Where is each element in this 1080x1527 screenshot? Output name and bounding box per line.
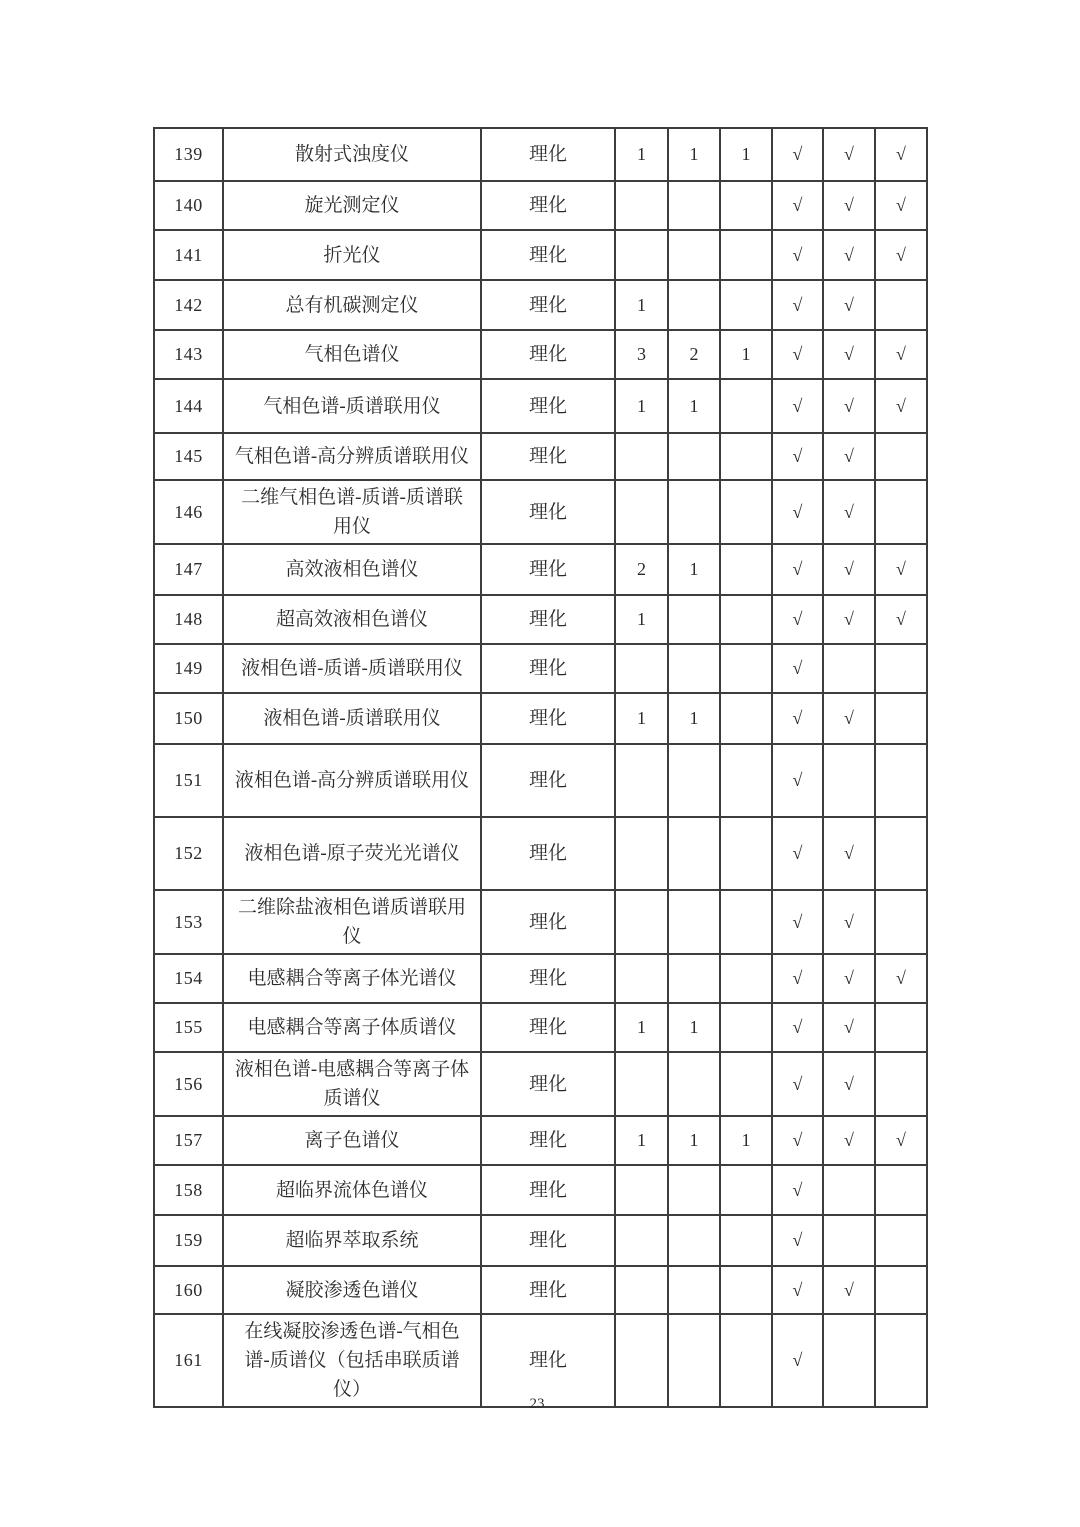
check-cell: √ <box>772 1165 823 1215</box>
check-cell: √ <box>875 128 927 181</box>
row-number-cell: 147 <box>154 544 223 595</box>
count-cell <box>668 1215 720 1266</box>
table-row <box>154 1215 927 1266</box>
category-cell: 理化 <box>481 379 615 433</box>
check-cell <box>875 1314 927 1407</box>
equipment-name-cell: 二维气相色谱-质谱-质谱联用仪 <box>223 480 481 544</box>
check-cell: √ <box>823 1266 875 1314</box>
equipment-table-body <box>154 128 927 1407</box>
table-row <box>154 1266 927 1314</box>
check-cell: √ <box>823 128 875 181</box>
count-cell <box>615 1215 668 1266</box>
row-number-cell: 161 <box>154 1314 223 1407</box>
equipment-name-cell: 超临界流体色谱仪 <box>223 1165 481 1215</box>
equipment-name-cell: 总有机碳测定仪 <box>223 280 481 330</box>
category-cell: 理化 <box>481 280 615 330</box>
check-cell: √ <box>772 128 823 181</box>
count-cell <box>720 1003 772 1052</box>
equipment-name-cell: 在线凝胶渗透色谱-气相色谱-质谱仪（包括串联质谱仪） <box>223 1314 481 1407</box>
table-row <box>154 817 927 890</box>
row-number-cell: 158 <box>154 1165 223 1215</box>
check-cell <box>875 1215 927 1266</box>
category-cell: 理化 <box>481 595 615 644</box>
count-cell <box>668 744 720 817</box>
count-cell: 3 <box>615 330 668 379</box>
check-cell: √ <box>875 379 927 433</box>
check-cell: √ <box>823 280 875 330</box>
check-cell: √ <box>823 544 875 595</box>
category-cell: 理化 <box>481 693 615 744</box>
check-cell: √ <box>772 544 823 595</box>
check-cell: √ <box>823 817 875 890</box>
category-cell: 理化 <box>481 954 615 1003</box>
table-row <box>154 890 927 954</box>
category-cell: 理化 <box>481 1052 615 1116</box>
check-cell: √ <box>823 330 875 379</box>
check-cell: √ <box>823 1003 875 1052</box>
row-number-cell: 157 <box>154 1116 223 1165</box>
check-cell <box>823 1314 875 1407</box>
check-cell <box>823 1165 875 1215</box>
row-number-cell: 146 <box>154 480 223 544</box>
check-cell: √ <box>823 693 875 744</box>
category-cell: 理化 <box>481 230 615 280</box>
count-cell <box>615 433 668 480</box>
count-cell <box>615 480 668 544</box>
equipment-name-cell: 超高效液相色谱仪 <box>223 595 481 644</box>
count-cell <box>720 890 772 954</box>
count-cell: 1 <box>615 379 668 433</box>
count-cell <box>668 1165 720 1215</box>
count-cell <box>668 890 720 954</box>
row-number-cell: 154 <box>154 954 223 1003</box>
count-cell: 2 <box>615 544 668 595</box>
category-cell: 理化 <box>481 128 615 181</box>
count-cell <box>720 744 772 817</box>
row-number-cell: 148 <box>154 595 223 644</box>
count-cell <box>720 693 772 744</box>
check-cell: √ <box>823 480 875 544</box>
row-number-cell: 149 <box>154 644 223 693</box>
count-cell: 1 <box>668 1116 720 1165</box>
count-cell <box>720 644 772 693</box>
equipment-name-cell: 散射式浊度仪 <box>223 128 481 181</box>
table-row <box>154 379 927 433</box>
check-cell <box>875 280 927 330</box>
count-cell <box>615 817 668 890</box>
count-cell: 1 <box>615 280 668 330</box>
check-cell <box>875 1165 927 1215</box>
category-cell: 理化 <box>481 181 615 230</box>
count-cell <box>668 280 720 330</box>
check-cell: √ <box>875 330 927 379</box>
check-cell: √ <box>772 379 823 433</box>
check-cell: √ <box>772 644 823 693</box>
category-cell: 理化 <box>481 1266 615 1314</box>
row-number-cell: 143 <box>154 330 223 379</box>
row-number-cell: 150 <box>154 693 223 744</box>
check-cell: √ <box>772 1314 823 1407</box>
count-cell <box>615 1314 668 1407</box>
check-cell: √ <box>823 595 875 644</box>
count-cell <box>668 954 720 1003</box>
check-cell <box>875 1052 927 1116</box>
check-cell: √ <box>772 1116 823 1165</box>
check-cell: √ <box>772 890 823 954</box>
row-number-cell: 139 <box>154 128 223 181</box>
equipment-name-cell: 折光仪 <box>223 230 481 280</box>
equipment-name-cell: 液相色谱-质谱联用仪 <box>223 693 481 744</box>
row-number-cell: 153 <box>154 890 223 954</box>
table-row <box>154 480 927 544</box>
table-row <box>154 330 927 379</box>
count-cell <box>720 544 772 595</box>
check-cell: √ <box>772 1215 823 1266</box>
check-cell <box>875 817 927 890</box>
count-cell <box>615 230 668 280</box>
category-cell: 理化 <box>481 433 615 480</box>
check-cell: √ <box>823 433 875 480</box>
count-cell: 1 <box>668 1003 720 1052</box>
row-number-cell: 145 <box>154 433 223 480</box>
category-cell: 理化 <box>481 644 615 693</box>
count-cell <box>668 1052 720 1116</box>
check-cell: √ <box>772 693 823 744</box>
check-cell: √ <box>875 595 927 644</box>
count-cell <box>615 1266 668 1314</box>
count-cell <box>720 1314 772 1407</box>
check-cell: √ <box>823 890 875 954</box>
check-cell: √ <box>772 954 823 1003</box>
check-cell: √ <box>823 1052 875 1116</box>
count-cell <box>720 433 772 480</box>
page-number: 23 <box>529 1396 545 1412</box>
category-cell: 理化 <box>481 1314 615 1407</box>
equipment-name-cell: 气相色谱-高分辨质谱联用仪 <box>223 433 481 480</box>
equipment-name-cell: 液相色谱-质谱-质谱联用仪 <box>223 644 481 693</box>
check-cell: √ <box>875 181 927 230</box>
equipment-name-cell: 液相色谱-原子荧光光谱仪 <box>223 817 481 890</box>
category-cell: 理化 <box>481 1003 615 1052</box>
check-cell <box>875 480 927 544</box>
count-cell <box>615 744 668 817</box>
check-cell: √ <box>772 1052 823 1116</box>
check-cell <box>875 1003 927 1052</box>
check-cell: √ <box>875 230 927 280</box>
category-cell: 理化 <box>481 1116 615 1165</box>
table-row <box>154 744 927 817</box>
category-cell: 理化 <box>481 744 615 817</box>
row-number-cell: 152 <box>154 817 223 890</box>
equipment-name-cell: 离子色谱仪 <box>223 1116 481 1165</box>
count-cell: 1 <box>615 693 668 744</box>
check-cell: √ <box>875 954 927 1003</box>
count-cell: 1 <box>615 128 668 181</box>
row-number-cell: 156 <box>154 1052 223 1116</box>
category-cell: 理化 <box>481 1215 615 1266</box>
table-row <box>154 128 927 181</box>
check-cell <box>875 1266 927 1314</box>
check-cell: √ <box>772 230 823 280</box>
count-cell: 2 <box>668 330 720 379</box>
count-cell <box>668 644 720 693</box>
count-cell <box>668 595 720 644</box>
check-cell: √ <box>772 433 823 480</box>
category-cell: 理化 <box>481 480 615 544</box>
equipment-name-cell: 旋光测定仪 <box>223 181 481 230</box>
count-cell <box>668 230 720 280</box>
count-cell <box>668 1314 720 1407</box>
count-cell <box>720 1052 772 1116</box>
equipment-name-cell: 液相色谱-电感耦合等离子体质谱仪 <box>223 1052 481 1116</box>
category-cell: 理化 <box>481 817 615 890</box>
table-row <box>154 644 927 693</box>
row-number-cell: 142 <box>154 280 223 330</box>
count-cell <box>668 817 720 890</box>
check-cell <box>875 744 927 817</box>
check-cell <box>823 644 875 693</box>
check-cell: √ <box>875 544 927 595</box>
equipment-name-cell: 气相色谱-质谱联用仪 <box>223 379 481 433</box>
row-number-cell: 151 <box>154 744 223 817</box>
count-cell <box>615 644 668 693</box>
count-cell <box>720 230 772 280</box>
check-cell: √ <box>772 817 823 890</box>
count-cell: 1 <box>720 1116 772 1165</box>
count-cell: 1 <box>720 128 772 181</box>
row-number-cell: 144 <box>154 379 223 433</box>
equipment-name-cell: 液相色谱-高分辨质谱联用仪 <box>223 744 481 817</box>
category-cell: 理化 <box>481 544 615 595</box>
count-cell <box>668 433 720 480</box>
check-cell: √ <box>772 181 823 230</box>
equipment-name-cell: 高效液相色谱仪 <box>223 544 481 595</box>
check-cell: √ <box>772 1003 823 1052</box>
count-cell: 1 <box>615 1003 668 1052</box>
count-cell <box>668 1266 720 1314</box>
count-cell <box>720 1165 772 1215</box>
check-cell: √ <box>823 230 875 280</box>
count-cell: 1 <box>720 330 772 379</box>
count-cell <box>720 181 772 230</box>
row-number-cell: 140 <box>154 181 223 230</box>
count-cell <box>615 890 668 954</box>
row-number-cell: 141 <box>154 230 223 280</box>
row-number-cell: 155 <box>154 1003 223 1052</box>
count-cell <box>720 280 772 330</box>
count-cell: 1 <box>668 128 720 181</box>
check-cell: √ <box>875 1116 927 1165</box>
check-cell <box>875 693 927 744</box>
count-cell <box>615 181 668 230</box>
check-cell: √ <box>772 1266 823 1314</box>
table-row <box>154 1052 927 1116</box>
count-cell <box>668 480 720 544</box>
count-cell <box>615 1165 668 1215</box>
equipment-name-cell: 电感耦合等离子体光谱仪 <box>223 954 481 1003</box>
category-cell: 理化 <box>481 890 615 954</box>
check-cell <box>823 1215 875 1266</box>
count-cell: 1 <box>668 544 720 595</box>
count-cell <box>720 480 772 544</box>
table-row <box>154 1314 927 1407</box>
table-row <box>154 1116 927 1165</box>
equipment-name-cell: 二维除盐液相色谱质谱联用仪 <box>223 890 481 954</box>
check-cell: √ <box>772 480 823 544</box>
equipment-name-cell: 气相色谱仪 <box>223 330 481 379</box>
category-cell: 理化 <box>481 330 615 379</box>
count-cell <box>720 595 772 644</box>
table-row <box>154 954 927 1003</box>
count-cell <box>668 181 720 230</box>
equipment-name-cell: 凝胶渗透色谱仪 <box>223 1266 481 1314</box>
category-cell: 理化 <box>481 1165 615 1215</box>
equipment-name-cell: 电感耦合等离子体质谱仪 <box>223 1003 481 1052</box>
count-cell <box>720 954 772 1003</box>
table-row <box>154 595 927 644</box>
table-row <box>154 230 927 280</box>
table-row <box>154 1165 927 1215</box>
check-cell: √ <box>823 954 875 1003</box>
count-cell <box>615 1052 668 1116</box>
equipment-table <box>153 127 928 1408</box>
count-cell <box>615 954 668 1003</box>
table-row <box>154 433 927 480</box>
count-cell <box>720 1266 772 1314</box>
check-cell: √ <box>772 595 823 644</box>
check-cell: √ <box>823 181 875 230</box>
check-cell <box>823 744 875 817</box>
row-number-cell: 160 <box>154 1266 223 1314</box>
count-cell: 1 <box>668 379 720 433</box>
table-row <box>154 181 927 230</box>
table-row <box>154 693 927 744</box>
table-row <box>154 280 927 330</box>
table-row <box>154 544 927 595</box>
check-cell <box>875 890 927 954</box>
check-cell: √ <box>772 330 823 379</box>
check-cell: √ <box>823 1116 875 1165</box>
count-cell: 1 <box>668 693 720 744</box>
count-cell <box>720 1215 772 1266</box>
check-cell: √ <box>772 744 823 817</box>
check-cell <box>875 644 927 693</box>
check-cell: √ <box>823 379 875 433</box>
count-cell: 1 <box>615 595 668 644</box>
equipment-name-cell: 超临界萃取系统 <box>223 1215 481 1266</box>
count-cell: 1 <box>615 1116 668 1165</box>
row-number-cell: 159 <box>154 1215 223 1266</box>
count-cell <box>720 379 772 433</box>
count-cell <box>720 817 772 890</box>
table-row <box>154 1003 927 1052</box>
check-cell: √ <box>772 280 823 330</box>
check-cell <box>875 433 927 480</box>
